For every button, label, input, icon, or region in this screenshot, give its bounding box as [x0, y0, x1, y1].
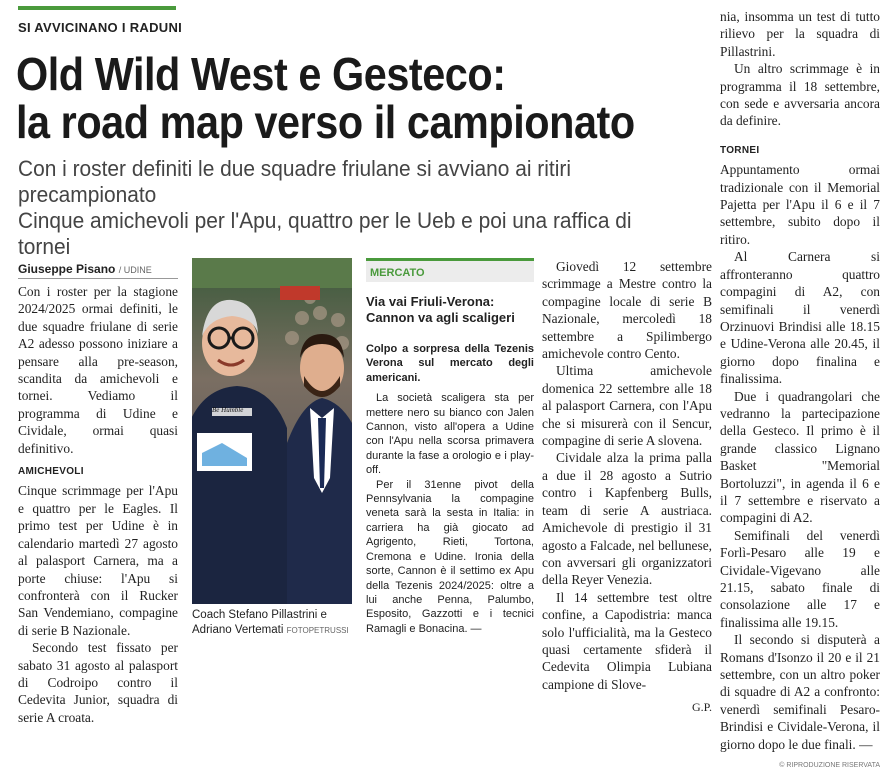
- article-paragraph: Cividale alza la prima palla a due il 28 agosto a Sutrio contro i Kapfenberg Bulls, team di serie A austriaca. Amichevole di prestigio il 31 agosto a Falcade, nel bellunese, con avversari gli organizzatori della Reyer Venezia.: [542, 450, 712, 588]
- article-column-4: [720, 8, 880, 774]
- copyright-notice: © RIPRODUZIONE RISERVATA: [779, 762, 880, 770]
- headline: [16, 50, 664, 146]
- article-paragraph: nia, insomma un test di tutto rilievo per la squadra di Pillastrini.: [720, 9, 880, 59]
- photo-caption: [192, 608, 362, 638]
- accent-bar: [18, 6, 176, 10]
- headline-line-2: la road map verso il campionato: [16, 96, 635, 148]
- photo-illustration: [192, 258, 352, 604]
- subheadline-line-2: Cinque amichevoli per l'Apu, quattro per le Ueb e poi una raffica di tornei: [18, 208, 632, 259]
- sidebar-mercato: [366, 258, 534, 636]
- sidebar-title: Via vai Friuli-Verona: Cannon va agli scaligeri: [366, 294, 515, 325]
- sidebar-tag: MERCATO: [366, 258, 534, 282]
- author-name: Giuseppe Pisano: [18, 262, 116, 276]
- author-signature: G.P.: [691, 700, 712, 715]
- section-heading-amichevoli: AMICHEVOLI: [18, 466, 84, 478]
- kicker: SI AVVICINANO I RADUNI: [18, 20, 183, 35]
- article-paragraph: Il secondo si disputerà a Romans d'Isonzo il 20 e il 21 settembre, con un altro poker di squadre di A2 a confronto: venerdì semifinali Pesaro-Brindisi e Cividale-Verona, il giorno dopo le due finali. —: [720, 632, 880, 752]
- article-paragraph: Ultima amichevole domenica 22 settembre alle 18 al palasport Carnera, con l'Apu che si misurerà con il Sencur, compagine di serie A slovena.: [542, 363, 712, 449]
- article-paragraph: Al Carnera si affronteranno quattro compagini di A2, con semifinali il venerdì Orzinuovi Brindisi alle 18.15 e Udine-Verona alle 20.45, il giorno dopo finalina e finalissima.: [720, 249, 880, 387]
- section-heading-tornei: TORNEI: [720, 144, 760, 156]
- article-column-3: [542, 258, 712, 717]
- byline: [18, 262, 178, 279]
- sidebar-body: [366, 342, 534, 636]
- article-paragraph: Due i quadrangolari che vedranno la partecipazione della Gesteco. Il primo è il grande classico Lignano Basket "Memorial Bortoluzzi", in agenda il 6 e il 7 settembre e riservato a compagini di A2.: [720, 388, 880, 526]
- article-paragraph: Cinque scrimmage per l'Apu e quattro per le Eagles. Il primo test per Udine è in calendario martedì 27 agosto al palasport Carnera, ma a porte chiuse: l'Apu si confronterà con il Rucker San Vendemiano, compagine di serie B Nazionale.: [18, 483, 178, 638]
- article-intro: Con i roster per la stagione 2024/2025 ormai definiti, le due squadre friulane di serie A2 adesso possono iniziare a pensare alla pre-season, scandita da amichevoli e tornei. Vediamo il programma di Udine e Cividale, ormai quasi definitivo.: [18, 284, 178, 456]
- article-paragraph: Semifinali del venerdì Forlì-Pesaro alle 19 e Cividale-Vigevano alle 21.15, sabato finale di consolazione alle 17 e finalissima alle 19.15.: [720, 527, 880, 630]
- article-paragraph: Secondo test fissato per sabato 31 agosto al palasport di Codroipo contro il Cedevita Junior, squadra di serie A croata.: [18, 640, 178, 725]
- byline-separator: /: [118, 265, 124, 275]
- sidebar-paragraph: La società scaligera sta per mettere nero su bianco con Jalen Cannon, visto all'opera a Udine con l'Apu nella scorsa primavera durante la fase a orologio e i play-off.: [366, 392, 534, 477]
- subheadline-line-1: Con i roster definiti le due squadre friulane si avviano ai ritiri precampionato: [18, 156, 571, 207]
- photo-coaches: [192, 258, 352, 604]
- subheadline: [18, 156, 683, 260]
- shirt-print: Be Humble: [212, 406, 244, 414]
- article-paragraph: Un altro scrimmage è in programma il 18 settembre, con sede e avversaria ancora da definire.: [720, 61, 880, 129]
- article-paragraph: Appuntamento ormai tradizionale con il Memorial Pajetta per l'Apu il 6 e il 7 settembre, subito dopo il ritiro.: [720, 162, 880, 247]
- article-paragraph: Giovedì 12 settembre scrimmage a Mestre contro la compagine locale di serie B Nazionale, mercoledì 18 settembre a Spilimbergo amichevole contro Cento.: [542, 259, 712, 362]
- article-paragraph: Il 14 settembre test oltre confine, a Capodistria: manca solo l'ufficialità, ma la Gesteco quasi certamente sfiderà il Cedevita Olimpia Lubiana campione di Slove-: [542, 589, 712, 692]
- byline-city: UDINE: [123, 265, 152, 275]
- photo-credit: FOTOPETRUSSI: [286, 626, 349, 635]
- sidebar-lead: Colpo a sorpresa della Tezenis Verona sul mercato degli americani.: [366, 343, 534, 384]
- sidebar-paragraph: Per il 31enne pivot della Pennsylvania la compagine veneta sarà la sesta in Italia: in carriera ha già giocato ad Agrigento, Rieti, Tortona, Cremona e Udine. Ironia della sorte, Cannon è il settimo ex Apu della Tezenis 2024/2025: oltre a lui anche Penna, Palumbo, Esposito, Gazzotti e i tecnici Ramagli e Bonacina. —: [366, 478, 534, 635]
- caption-text: Coach Stefano Pillastrini e Adriano Vertemati: [192, 609, 327, 636]
- article-column-1: [18, 283, 178, 726]
- headline-line-1: Old Wild West e Gesteco:: [16, 48, 506, 100]
